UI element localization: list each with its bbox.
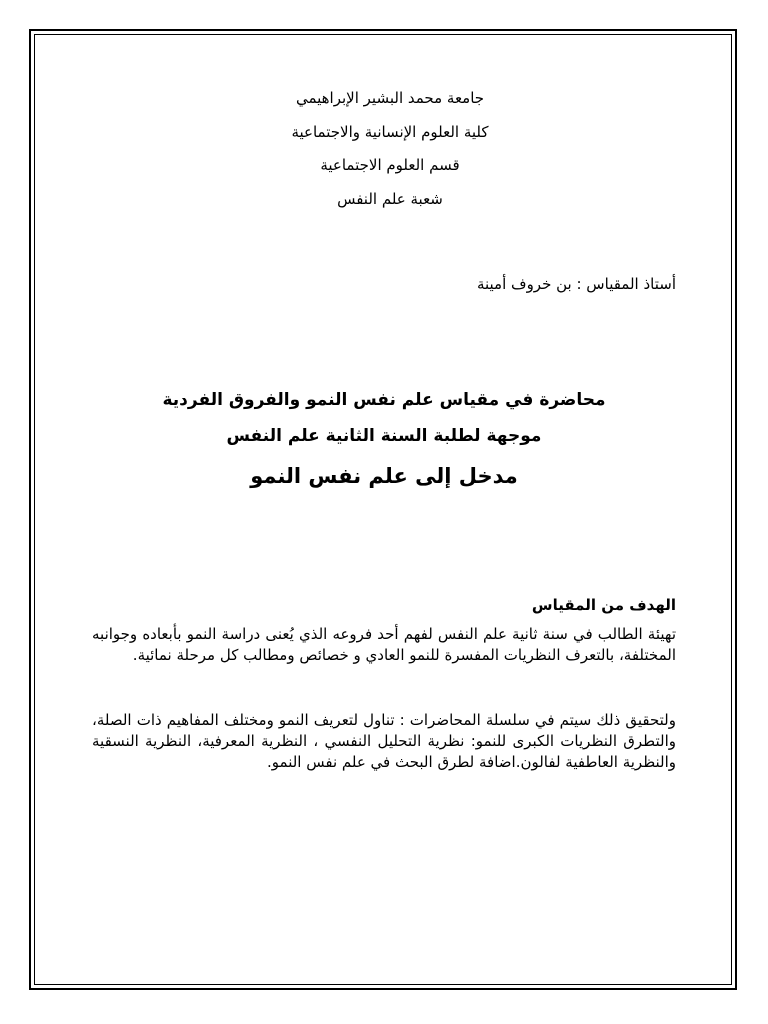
branch-name: شعبة علم النفس: [337, 190, 443, 208]
objective-heading: الهدف من المقياس: [531, 596, 676, 614]
faculty-name: كلية العلوم الإنسانية والاجتماعية: [291, 123, 489, 141]
instructor-name: أستاذ المقياس : بن خروف أمينة: [476, 275, 676, 293]
objective-paragraph-1: تهيئة الطالب في سنة ثانية علم النفس لفهم أحد فروعه الذي يُعنى دراسة النمو بأبعاده وجوانبه المختلفة، بالتعرف النظريات المفسرة للنمو العادي و خصائص ومطالب كل مرحلة نمائية.: [92, 625, 676, 664]
lecture-subject: مدخل إلى علم نفس النمو: [250, 464, 518, 488]
university-name: جامعة محمد البشير الإبراهيمي: [295, 89, 485, 107]
department-name: قسم العلوم الاجتماعية: [320, 156, 460, 174]
lecture-audience: موجهة لطلبة السنة الثانية علم النفس: [226, 426, 542, 446]
objective-paragraph-2: ولتحقيق ذلك سيتم في سلسلة المحاضرات : تناول لتعريف النمو ومختلف المفاهيم ذات الصلة، والتطرق النظريات الكبرى للنمو: نظرية التحليل النفسي ، النظرية المعرفية، النظرية النسقية والنظرية العاطفية لفالون.اضافة لطرق البحث في علم نفس النمو.: [92, 711, 676, 771]
page-border-inner: [34, 34, 732, 985]
lecture-title: محاضرة في مقياس علم نفس النمو والفروق الفردية: [162, 390, 606, 410]
